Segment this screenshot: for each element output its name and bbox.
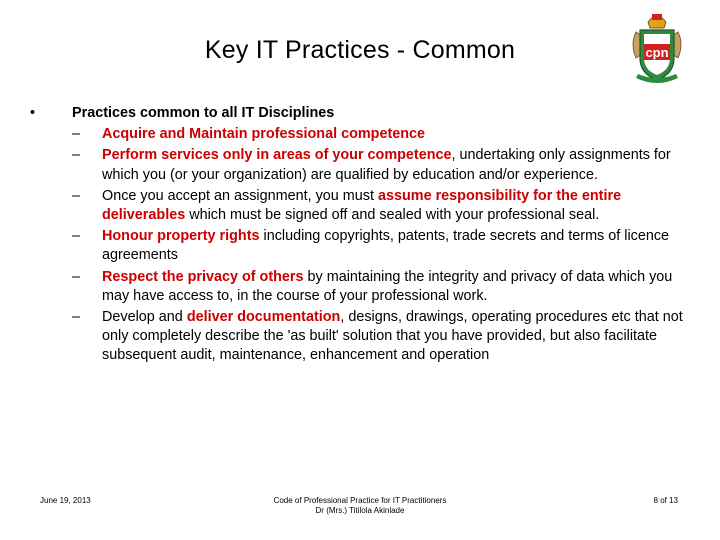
sub-bullet-item	[30, 125, 690, 144]
dash-glyph: –	[72, 268, 81, 285]
dash-glyph: –	[72, 126, 81, 143]
footer-course-title: Code of Professional Practice for IT Practitioners	[273, 496, 447, 505]
dash-glyph: –	[72, 187, 81, 204]
emphasis-text: Honour property rights	[102, 228, 260, 245]
body-text: , undertaking only assignments for which you (or your organization) are qualified by education and/or experience.	[102, 147, 671, 183]
footer-date: June 19, 2013	[40, 496, 91, 505]
sub-bullet-item	[30, 308, 690, 366]
sub-bullet-item	[30, 227, 690, 265]
emphasis-text: Acquire and Maintain professional competence	[102, 126, 426, 143]
slide-title: Key IT Practices - Common	[204, 36, 516, 64]
footer-author: Dr (Mrs.) Titilola Akinlade	[315, 506, 405, 515]
main-bullet	[30, 104, 690, 123]
body-text: by maintaining the integrity and privacy of data which you may have access to, in the course of your professional work.	[102, 268, 673, 304]
cpn-logo-icon	[624, 8, 690, 86]
sub-bullet-item	[30, 187, 690, 225]
sub-bullet-list	[30, 125, 690, 365]
emphasis-text: assume responsibility for the entire deliverables	[102, 187, 622, 224]
main-bullet-text: Practices common to all IT Disciplines	[72, 105, 335, 121]
sub-bullet-item	[30, 268, 690, 306]
emphasis-text: deliver documentation	[186, 309, 341, 326]
body-text: Develop and	[102, 309, 187, 326]
emphasis-text: Respect the privacy of others	[102, 268, 304, 285]
slide-body	[30, 104, 690, 366]
bullet-glyph: •	[30, 105, 36, 121]
footer-center	[240, 496, 480, 516]
body-text: which must be signed off and sealed with your professional seal.	[185, 207, 600, 224]
body-text: , designs, drawings, operating procedures etc that not only completely describe the 'as built' solution that you have provided, but also facilitate subsequent audit, maintenance, enhancement and operation	[102, 309, 683, 364]
svg-text:cpn: cpn	[645, 45, 669, 60]
body-text: Once you accept an assignment, you must	[102, 187, 378, 204]
sub-bullet-item	[30, 146, 690, 184]
dash-glyph: –	[72, 309, 81, 326]
emphasis-text: Perform services only in areas of your competence	[102, 147, 452, 164]
dash-glyph: –	[72, 228, 81, 245]
body-text: including copyrights, patents, trade secrets and terms of licence agreements	[102, 228, 670, 264]
footer-page-number: 8 of 13	[653, 496, 678, 505]
dash-glyph: –	[72, 147, 81, 164]
